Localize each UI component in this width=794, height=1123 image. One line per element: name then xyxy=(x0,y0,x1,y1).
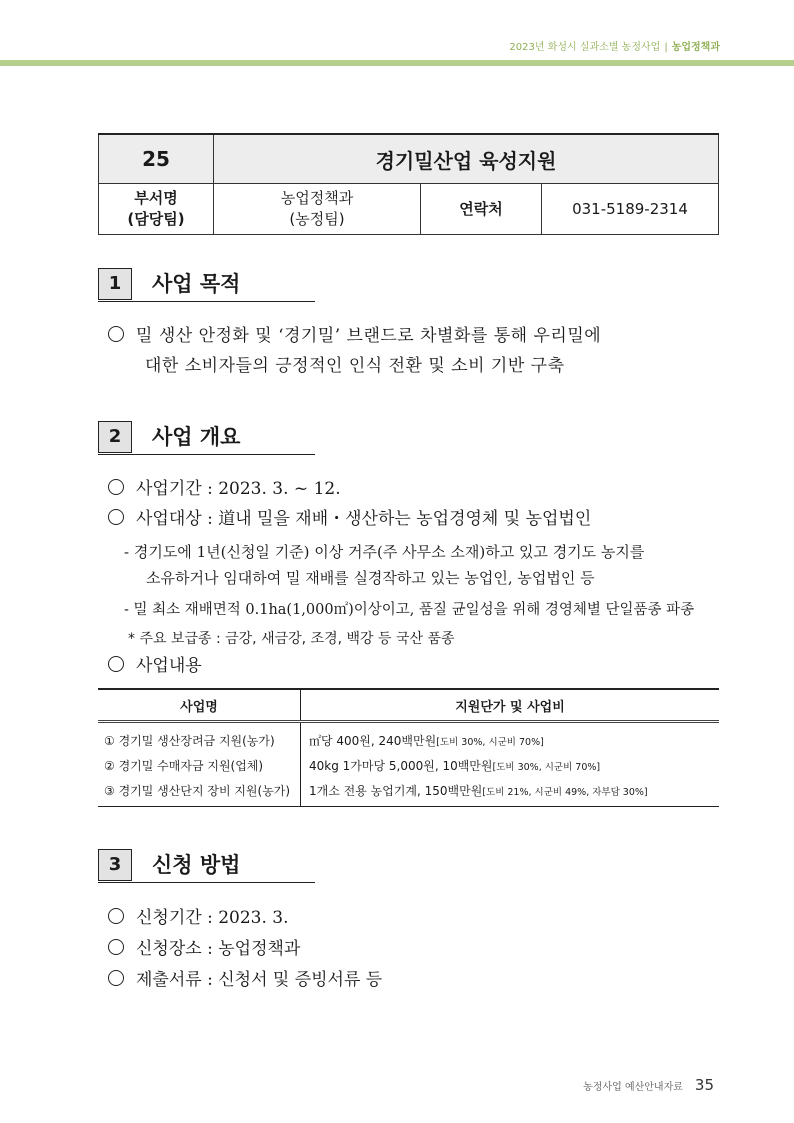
section-number: 2 xyxy=(98,421,132,453)
dept-label-line1: 부서명 xyxy=(134,189,178,207)
row-support-main: 1개소 전용 농업기계, 150백만원 xyxy=(309,784,483,798)
purpose-line-1 xyxy=(108,324,601,348)
application-period xyxy=(108,906,289,930)
section-number: 3 xyxy=(98,849,132,881)
circle-bullet-icon xyxy=(108,970,124,986)
section-underline xyxy=(98,301,315,302)
row-support-main: 40kg 1가마당 5,000원, 10백만원 xyxy=(309,759,493,773)
table-row xyxy=(98,778,719,807)
dept-value xyxy=(214,184,421,235)
contact-value: 031-5189-2314 xyxy=(542,184,719,235)
overview-content xyxy=(108,654,202,678)
section-title: 사업 목적 xyxy=(152,272,241,296)
condition-2: - 밀 최소 재배면적 0.1ha(1,000㎡)이상이고, 품질 균일성을 위해 경영체별 단일품종 파종 xyxy=(124,602,695,618)
page-number: 35 xyxy=(694,1076,714,1094)
overview-target-text: 사업대상 : 道내 밀을 재배・생산하는 농업경영체 및 농업법인 xyxy=(136,509,592,529)
row-support-share: [도비 21%, 시군비 49%, 자부담 30%] xyxy=(482,787,648,798)
application-place-text: 신청장소 : 농업정책과 xyxy=(136,939,301,959)
table-row xyxy=(98,722,719,754)
section-2-heading xyxy=(98,421,315,453)
section-number: 1 xyxy=(98,268,132,300)
header-doc-title: 2023년 화성시 실과소별 농정사업 xyxy=(509,42,661,53)
overview-period-text: 사업기간 : 2023. 3. ~ 12. xyxy=(136,479,341,499)
project-title: 경기밀산업 육성지원 xyxy=(214,134,719,184)
table-header-name: 사업명 xyxy=(98,689,301,722)
row-support-share: [도비 30%, 시군비 70%] xyxy=(436,737,544,748)
section-1-heading xyxy=(98,268,315,300)
dept-value-line1: 농업정책과 xyxy=(280,189,354,207)
overview-target xyxy=(108,507,591,531)
project-number: 25 xyxy=(99,134,214,184)
row-name: ① 경기밀 생산장려금 지원(농가) xyxy=(98,722,301,754)
header-bar xyxy=(0,60,794,66)
circle-bullet-icon xyxy=(108,326,124,342)
condition-1-line-2: 소유하거나 임대하여 밀 재배를 실경작하고 있는 농업인, 농업법인 등 xyxy=(146,569,595,587)
row-support-share: [도비 30%, 시군비 70%] xyxy=(492,762,601,773)
circle-bullet-icon xyxy=(108,939,124,955)
circle-bullet-icon xyxy=(108,479,124,495)
table-header-support: 지원단가 및 사업비 xyxy=(301,689,720,722)
dept-label xyxy=(99,184,214,235)
application-documents xyxy=(108,968,382,992)
purpose-line-2: 대한 소비자들의 긍정적인 인식 전환 및 소비 기반 구축 xyxy=(145,356,565,376)
dept-value-line2: (농정팀) xyxy=(289,210,345,228)
application-documents-text: 제출서류 : 신청서 및 증빙서류 등 xyxy=(136,970,383,990)
page-footer xyxy=(583,1076,714,1094)
section-title: 신청 방법 xyxy=(152,853,241,877)
header-dept: 농업정책과 xyxy=(671,42,720,53)
section-3-heading xyxy=(98,849,315,881)
row-name: ② 경기밀 수매자금 지원(업체) xyxy=(98,753,301,778)
application-period-text: 신청기간 : 2023. 3. xyxy=(136,908,289,928)
purpose-text-1: 밀 생산 안정화 및 ‘경기밀’ 브랜드로 차별화를 통해 우리밀에 xyxy=(136,326,602,346)
row-support xyxy=(301,722,720,754)
variety-note: * 주요 보급종 : 금강, 새금강, 조경, 백강 등 국산 품종 xyxy=(128,631,455,647)
section-underline xyxy=(98,454,315,455)
row-name: ③ 경기밀 생산단지 장비 지원(농가) xyxy=(98,778,301,807)
overview-content-text: 사업내용 xyxy=(136,656,202,676)
page-header xyxy=(509,38,720,53)
circle-bullet-icon xyxy=(108,908,124,924)
circle-bullet-icon xyxy=(108,656,124,672)
footer-text: 농정사업 예산안내자료 xyxy=(583,1082,683,1093)
condition-1-line-1: - 경기도에 1년(신청일 기준) 이상 거주(주 사무소 소재)하고 있고 경기도 농지를 xyxy=(124,543,645,561)
application-place xyxy=(108,937,300,961)
contact-label: 연락처 xyxy=(421,184,542,235)
dept-label-line2: (담당팀) xyxy=(127,210,185,228)
section-underline xyxy=(98,882,315,883)
overview-period xyxy=(108,477,341,501)
row-support xyxy=(301,778,720,807)
section-title: 사업 개요 xyxy=(152,425,241,449)
circle-bullet-icon xyxy=(108,509,124,525)
project-info-table xyxy=(98,133,719,235)
row-support xyxy=(301,753,720,778)
row-support-main: ㎡당 400원, 240백만원 xyxy=(309,734,437,748)
business-table xyxy=(98,688,719,807)
table-row xyxy=(98,753,719,778)
header-separator: | xyxy=(664,42,668,53)
